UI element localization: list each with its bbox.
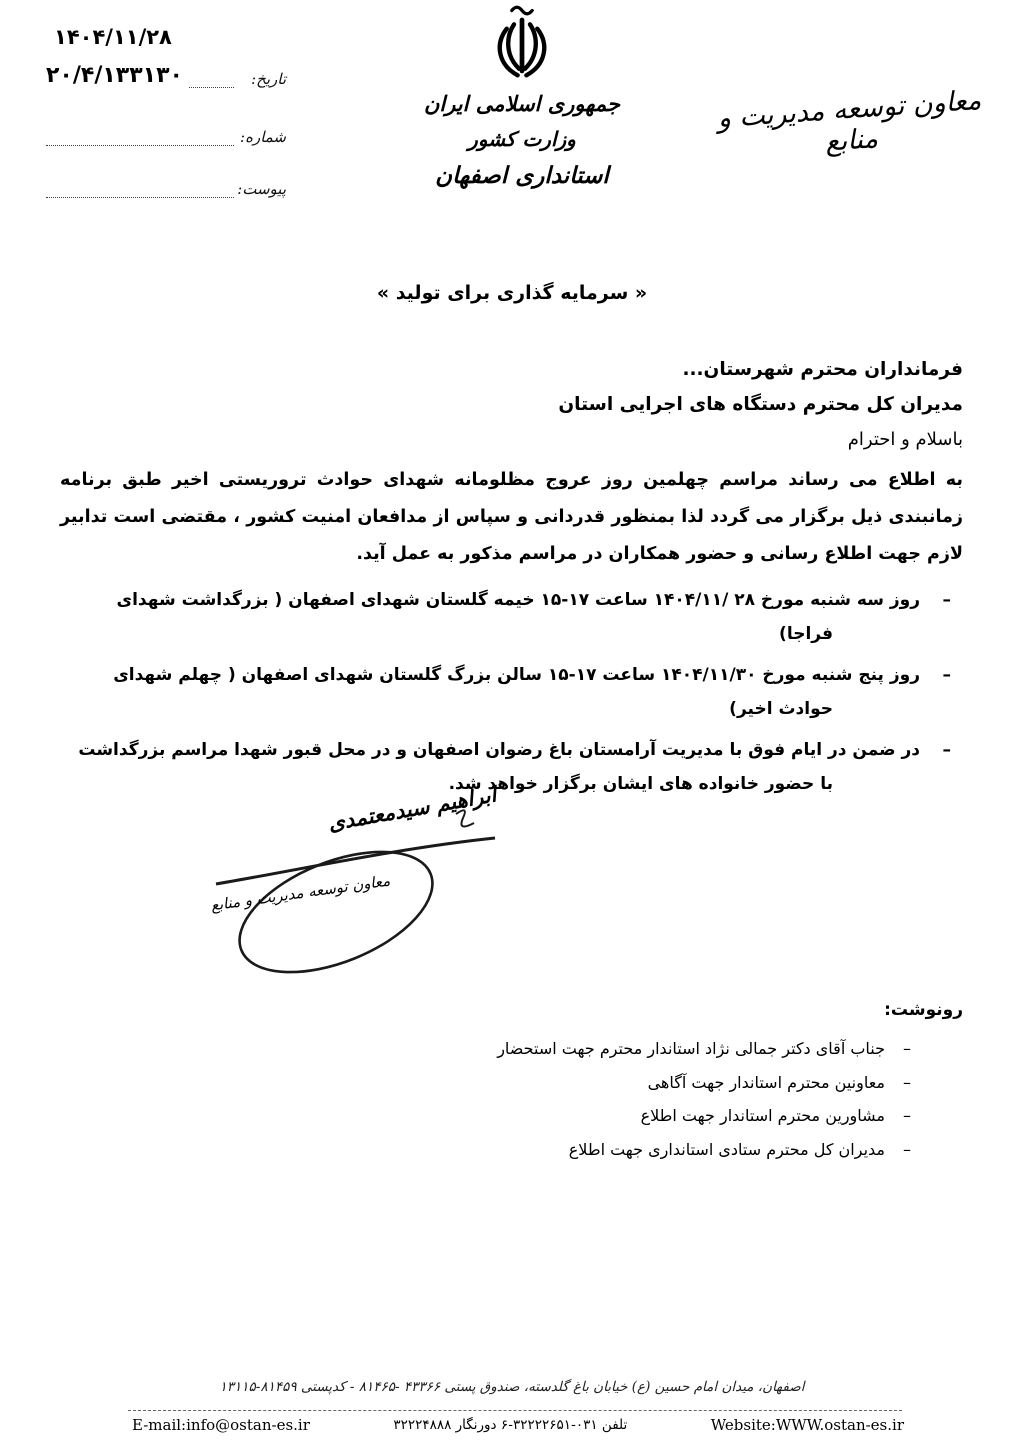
cc-item (60, 1032, 963, 1066)
number-label: شماره: (240, 128, 286, 146)
iran-coat-of-arms-icon (489, 4, 555, 84)
schedule-item-text: روز سه شنبه مورخ ۲۸ /۱۴۰۴/۱۱ ساعت ۱۷-۱۵ خیمه گلستان شهدای اصفهان ( بزرگداشت شهدای فراجا) (116, 590, 920, 644)
attachment-field-row (46, 180, 286, 198)
cc-item (60, 1133, 963, 1167)
dash-marker: – (903, 1039, 911, 1058)
letterhead-organization: استانداری اصفهان (435, 162, 609, 189)
recipient-line-1: فرمانداران محترم شهرستان... (682, 359, 963, 380)
letterhead-ministry: وزارت کشور (468, 127, 576, 151)
dash-marker: – (942, 665, 951, 685)
cc-label: رونوشت: (884, 1000, 963, 1020)
date-label: تاریخ: (251, 70, 286, 88)
cc-section (60, 1000, 963, 1166)
dotted-leader (46, 132, 234, 146)
cc-item-text: معاونین محترم استاندار جهت آگاهی (647, 1072, 885, 1092)
deputy-office-calligraphy: معاون توسعه مدیریت و منابع (716, 84, 983, 158)
schedule-item-text: در ضمن در ایام فوق با مدیریت آرامستان باغ رضوان اصفهان و در محل قبور شهدا مراسم بزرگداشت با حضور خانواده های ایشان برگزار خواهد شد. (78, 740, 920, 794)
dash-marker: – (903, 1106, 911, 1125)
date-stamp: ۱۴۰۴/۱۱/۲۸ (54, 25, 172, 49)
signer-name: ابراهیم سیدمعتمدی (326, 781, 498, 836)
letter-body (60, 352, 963, 808)
footer-contacts (132, 1416, 904, 1434)
schedule-item (60, 583, 963, 651)
year-slogan: « سرمایه گذاری برای تولید » (376, 282, 648, 304)
header-left-stamps (46, 0, 286, 225)
cc-item (60, 1066, 963, 1100)
footer-divider (128, 1410, 902, 1411)
cc-item (60, 1099, 963, 1133)
letterhead (352, 4, 692, 189)
signer-title: معاون توسعه مدیریت و منابع (209, 871, 392, 915)
cc-item-text: جناب آقای دکتر جمالی نژاد استاندار محترم جهت استحضار (497, 1039, 885, 1058)
dash-marker: – (903, 1072, 911, 1092)
letterhead-country: جمهوری اسلامی ایران (423, 91, 621, 116)
dash-marker: – (942, 740, 951, 760)
dotted-leader (46, 184, 234, 198)
schedule-list (60, 583, 963, 801)
schedule-item (60, 733, 963, 801)
dotted-leader (189, 74, 234, 88)
dash-marker: – (903, 1139, 911, 1159)
letter-number-stamp: ۲۰/۴/۱۳۳۱۳۰ (46, 63, 183, 88)
dash-marker: – (942, 590, 951, 610)
salutation: باسلام و احترام (847, 429, 963, 450)
cc-item-text: مدیران کل محترم ستادی استانداری جهت اطلاع (568, 1139, 885, 1159)
cc-list (60, 1032, 963, 1166)
footer-phone-fax: تلفن ۰۳۱-۳۲۲۲۲۶۵۱-۶ دورنگار ۳۲۲۲۴۸۸۸ (393, 1417, 628, 1433)
date-field-row (46, 63, 286, 88)
cc-item-text: مشاورین محترم استاندار جهت اطلاع (640, 1106, 885, 1125)
schedule-item-text: روز پنج شنبه مورخ ۱۴۰۴/۱۱/۳۰ ساعت ۱۷-۱۵ سالن بزرگ گلستان شهدای اصفهان ( چهلم شهدای حوادث اخیر) (113, 665, 920, 719)
recipient-line-2: مدیران کل محترم دستگاه های اجرایی استان (558, 394, 963, 415)
body-paragraph: به اطلاع می رساند مراسم چهلمین روز عروج مظلومانه شهدای حوادث تروریستی اخیر طبق برنامه زمانبندی ذیل برگزار می گردد لذا بمنظور قدردانی و سپاس از مدافعان امنیت کشور ، مقتضی است تدابیر لازم جهت اطلاع رسانی و حضور همکاران در مراسم مذکور به عمل آید. (60, 470, 963, 564)
footer-website: Website:WWW.ostan-es.ir (710, 1416, 904, 1434)
signature-block (208, 781, 503, 991)
footer-email: E-mail:info@ostan-es.ir (132, 1416, 310, 1434)
number-field-row (46, 128, 286, 146)
schedule-item (60, 658, 963, 726)
attachment-label: پیوست: (237, 180, 286, 198)
footer-address: اصفهان، میدان امام حسین (ع) خیابان باغ گلدسته، صندوق پستی ۴۳۳۶۶ -۸۱۴۶۵ - کدپستی ۸۱۴۵۹-۱۳۱۱۵ (219, 1379, 805, 1395)
